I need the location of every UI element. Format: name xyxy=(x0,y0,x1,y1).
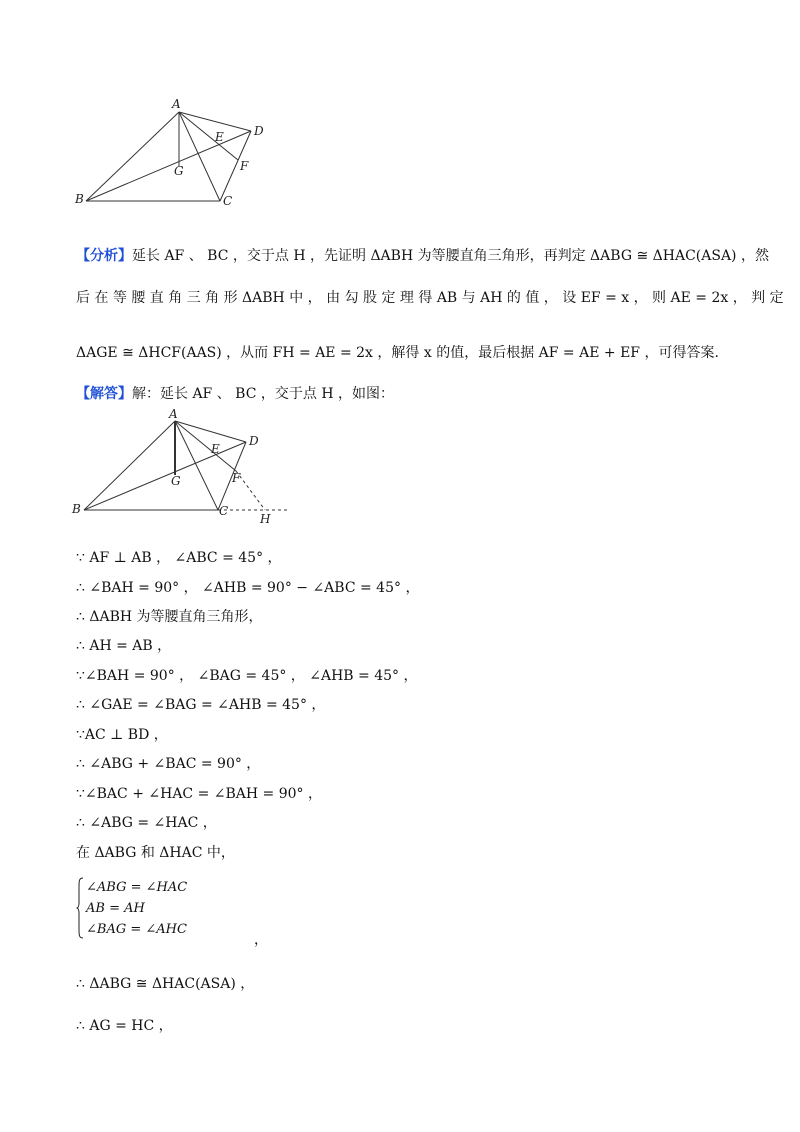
fig2-label-a: A xyxy=(169,407,178,421)
geometry-figure-1 xyxy=(70,95,270,210)
solution-intro-text: 解：延长 AF 、 BC ，交于点 H ，如图： xyxy=(132,386,394,402)
analysis-text-3: ΔAGE ≅ ΔHCF(AAS) ，从而 FH = AE = 2x ，解得 x 的值，最后根据 AF = AE + EF ，可得答案. xyxy=(76,345,719,361)
conclusion-2: ∴ AG = HC ， xyxy=(76,1018,173,1034)
system-eq-3: ∠BAG = ∠AHC xyxy=(86,922,187,937)
fig2-label-b: B xyxy=(72,502,81,516)
fig1-label-e: E xyxy=(215,130,224,144)
conclusion-1: ∴ ΔABG ≅ ΔHAC(ASA) ， xyxy=(76,976,255,992)
fig1-label-g: G xyxy=(174,164,184,178)
fig2-label-d: D xyxy=(249,434,259,448)
fig1-label-c: C xyxy=(223,194,233,208)
step-1: ∵ AF ⊥ AB ， ∠ABC = 45° ， xyxy=(76,550,282,566)
fig2-label-e: E xyxy=(211,442,220,456)
system-eq-1: ∠ABG = ∠HAC xyxy=(86,880,188,895)
step-4: ∴ AH = AB ， xyxy=(76,638,172,654)
solution-intro xyxy=(76,384,726,404)
geometry-figure-2 xyxy=(68,405,298,525)
equation-system xyxy=(76,877,276,948)
step-7: ∵AC ⊥ BD ， xyxy=(76,727,168,743)
step-11: 在 ΔABG 和 ΔHAC 中， xyxy=(76,845,235,861)
system-eq-2: AB = AH xyxy=(86,901,145,916)
fig2-label-g: G xyxy=(171,474,181,488)
fig2-label-f: F xyxy=(232,471,241,485)
solution-tag: 【解答】 xyxy=(76,386,132,402)
analysis-text-2: 后 在 等 腰 直 角 三 角 形 ΔABH 中 ， 由 勾 股 定 理 得 AB 与 AH 的 值 ， 设 EF = x ， 则 AE = 2x ， 判 定 xyxy=(76,290,784,306)
fig1-label-f: F xyxy=(240,159,249,173)
left-brace xyxy=(76,877,84,939)
step-2: ∴ ∠BAH = 90° ， ∠AHB = 90° − ∠ABC = 45° ， xyxy=(76,580,420,596)
analysis-line-1 xyxy=(76,246,769,266)
fig2-label-c: C xyxy=(219,504,229,518)
step-3: ∴ ΔABH 为等腰直角三角形， xyxy=(76,609,263,625)
analysis-line-3 xyxy=(76,343,726,363)
step-9: ∵∠BAC + ∠HAC = ∠BAH = 90° ， xyxy=(76,786,323,802)
analysis-line-2 xyxy=(76,288,784,308)
system-comma: ， xyxy=(254,932,268,948)
step-6: ∴ ∠GAE = ∠BAG = ∠AHB = 45° ， xyxy=(76,697,326,713)
step-8: ∴ ∠ABG + ∠BAC = 90° ， xyxy=(76,756,261,772)
fig1-label-d: D xyxy=(254,124,264,138)
analysis-tag: 【分析】 xyxy=(76,248,132,264)
fig1-label-b: B xyxy=(75,192,84,206)
step-10: ∴ ∠ABG = ∠HAC ， xyxy=(76,815,217,831)
step-5: ∵∠BAH = 90° ， ∠BAG = 45° ， ∠AHB = 45° ， xyxy=(76,668,418,684)
analysis-text-1: 延长 AF 、 BC ，交于点 H ，先证明 ΔABH 为等腰直角三角形，再判定 ΔABG ≅ ΔHAC(ASA) ，然 xyxy=(132,248,769,264)
fig2-label-h: H xyxy=(260,512,271,525)
fig1-label-a: A xyxy=(172,97,181,111)
